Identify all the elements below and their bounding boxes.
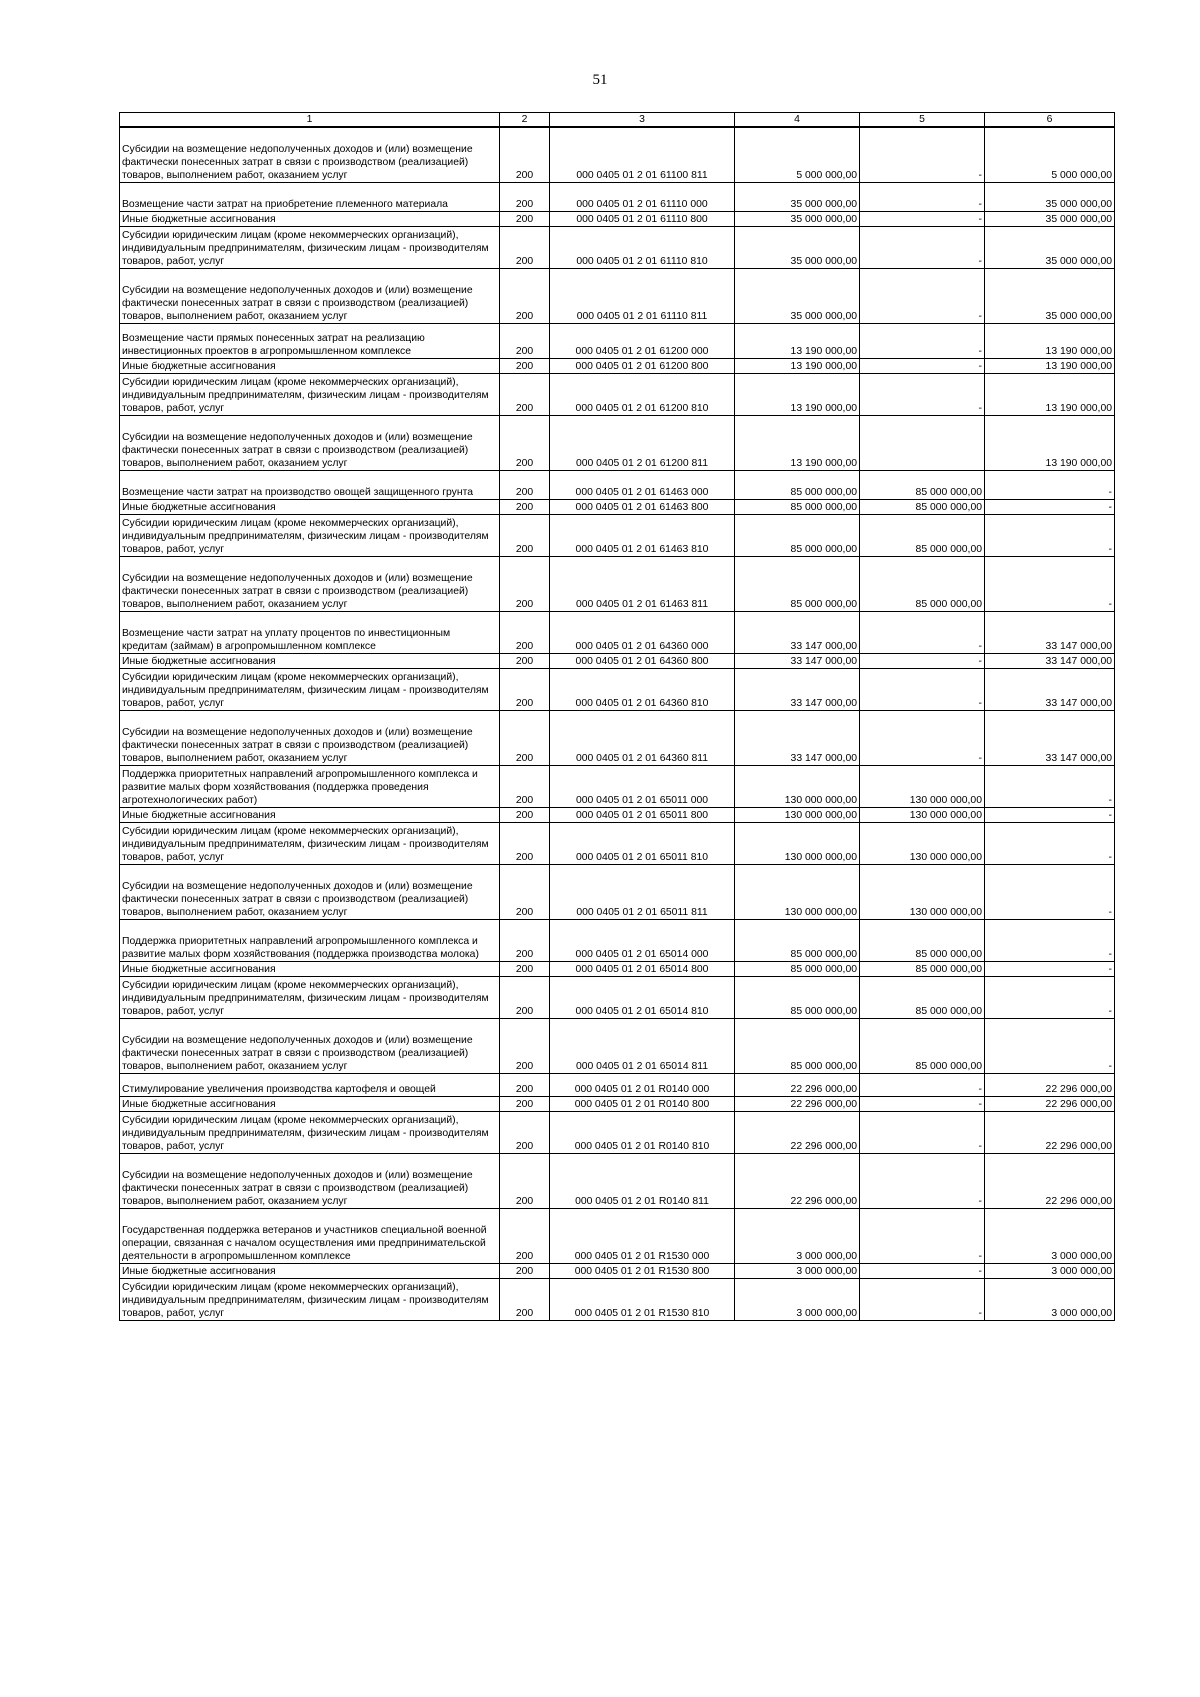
row-approved-amount-cell: 13 190 000,00 — [735, 374, 860, 416]
row-regional-amount-cell: - — [985, 766, 1115, 808]
row-code-cell: 200 — [500, 1019, 550, 1074]
row-regional-amount-cell: 22 296 000,00 — [985, 1112, 1115, 1154]
row-classification-code-cell: 000 0405 01 2 01 64360 800 — [550, 654, 735, 669]
row-classification-code-cell: 000 0405 01 2 01 61200 000 — [550, 324, 735, 359]
row-approved-amount-cell: 22 296 000,00 — [735, 1074, 860, 1097]
column-header-4: 4 — [735, 113, 860, 128]
row-classification-code-cell: 000 0405 01 2 01 65014 800 — [550, 962, 735, 977]
row-classification-code-cell: 000 0405 01 2 01 61110 811 — [550, 269, 735, 324]
row-name-cell: Субсидии на возмещение недополученных доходов и (или) возмещение фактически понесенных затрат в связи с производством (реализацией) товаров, выполнением работ, оказанием услуг — [120, 557, 500, 612]
row-approved-amount-cell: 22 296 000,00 — [735, 1097, 860, 1112]
row-name-cell: Субсидии юридическим лицам (кроме некоммерческих организаций), индивидуальным предпринимателям, физическим лицам - производителям товаров, работ, услуг — [120, 515, 500, 557]
row-code-cell: 200 — [500, 823, 550, 865]
row-regional-amount-cell: 3 000 000,00 — [985, 1279, 1115, 1321]
row-name-cell: Иные бюджетные ассигнования — [120, 1097, 500, 1112]
row-code-cell: 200 — [500, 766, 550, 808]
table-row — [120, 324, 1115, 359]
table-row — [120, 227, 1115, 269]
row-classification-code-cell: 000 0405 01 2 01 61463 000 — [550, 471, 735, 500]
row-approved-amount-cell: 13 190 000,00 — [735, 324, 860, 359]
row-regional-amount-cell: 22 296 000,00 — [985, 1074, 1115, 1097]
row-regional-amount-cell: - — [985, 962, 1115, 977]
row-regional-amount-cell: 35 000 000,00 — [985, 227, 1115, 269]
row-regional-amount-cell: - — [985, 557, 1115, 612]
row-name-cell: Субсидии на возмещение недополученных доходов и (или) возмещение фактически понесенных затрат в связи с производством (реализацией) товаров, выполнением работ, оказанием услуг — [120, 865, 500, 920]
column-header-2: 2 — [500, 113, 550, 128]
row-name-cell: Субсидии на возмещение недополученных доходов и (или) возмещение фактически понесенных затрат в связи с производством (реализацией) товаров, выполнением работ, оказанием услуг — [120, 1019, 500, 1074]
table-row — [120, 359, 1115, 374]
row-name-cell: Субсидии юридическим лицам (кроме некоммерческих организаций), индивидуальным предпринимателям, физическим лицам - производителям товаров, работ, услуг — [120, 977, 500, 1019]
table-row — [120, 766, 1115, 808]
row-classification-code-cell: 000 0405 01 2 01 64360 000 — [550, 612, 735, 654]
row-name-cell: Иные бюджетные ассигнования — [120, 1264, 500, 1279]
table-row — [120, 920, 1115, 962]
row-federal-amount-cell: - — [860, 1279, 985, 1321]
row-name-cell: Субсидии юридическим лицам (кроме некоммерческих организаций), индивидуальным предпринимателям, физическим лицам - производителям товаров, работ, услуг — [120, 823, 500, 865]
row-classification-code-cell: 000 0405 01 2 01 R1530 810 — [550, 1279, 735, 1321]
budget-table — [119, 112, 1115, 1321]
row-federal-amount-cell: - — [860, 1264, 985, 1279]
row-federal-amount-cell: - — [860, 359, 985, 374]
row-federal-amount-cell: 130 000 000,00 — [860, 766, 985, 808]
row-regional-amount-cell: 13 190 000,00 — [985, 416, 1115, 471]
row-code-cell: 200 — [500, 669, 550, 711]
table-body — [120, 127, 1115, 1321]
table-row — [120, 515, 1115, 557]
row-name-cell: Поддержка приоритетных направлений агропромышленного комплекса и развитие малых форм хозяйствования (поддержка производства молока) — [120, 920, 500, 962]
row-code-cell: 200 — [500, 1097, 550, 1112]
row-federal-amount-cell: - — [860, 269, 985, 324]
row-regional-amount-cell: 33 147 000,00 — [985, 711, 1115, 766]
row-approved-amount-cell: 130 000 000,00 — [735, 766, 860, 808]
row-approved-amount-cell: 85 000 000,00 — [735, 920, 860, 962]
row-classification-code-cell: 000 0405 01 2 01 61200 811 — [550, 416, 735, 471]
row-approved-amount-cell: 33 147 000,00 — [735, 654, 860, 669]
row-federal-amount-cell: 85 000 000,00 — [860, 977, 985, 1019]
row-federal-amount-cell: - — [860, 669, 985, 711]
row-regional-amount-cell: 33 147 000,00 — [985, 669, 1115, 711]
row-federal-amount-cell: 85 000 000,00 — [860, 1019, 985, 1074]
row-name-cell: Иные бюджетные ассигнования — [120, 500, 500, 515]
table-row — [120, 1154, 1115, 1209]
column-header-6: 6 — [985, 113, 1115, 128]
row-approved-amount-cell: 13 190 000,00 — [735, 416, 860, 471]
row-code-cell: 200 — [500, 557, 550, 612]
row-regional-amount-cell: 13 190 000,00 — [985, 359, 1115, 374]
row-name-cell: Иные бюджетные ассигнования — [120, 212, 500, 227]
table-row — [120, 557, 1115, 612]
row-code-cell: 200 — [500, 127, 550, 183]
table-row — [120, 416, 1115, 471]
row-classification-code-cell: 000 0405 01 2 01 61100 811 — [550, 127, 735, 183]
table-row — [120, 711, 1115, 766]
row-approved-amount-cell: 130 000 000,00 — [735, 823, 860, 865]
row-classification-code-cell: 000 0405 01 2 01 R1530 000 — [550, 1209, 735, 1264]
row-name-cell: Стимулирование увеличения производства картофеля и овощей — [120, 1074, 500, 1097]
row-code-cell: 200 — [500, 227, 550, 269]
row-federal-amount-cell: 85 000 000,00 — [860, 962, 985, 977]
table-row — [120, 669, 1115, 711]
row-regional-amount-cell: 35 000 000,00 — [985, 183, 1115, 212]
table-row — [120, 471, 1115, 500]
row-name-cell: Возмещение части затрат на уплату процентов по инвестиционным кредитам (займам) в агропромышленном комплексе — [120, 612, 500, 654]
row-code-cell: 200 — [500, 1112, 550, 1154]
row-classification-code-cell: 000 0405 01 2 01 61463 810 — [550, 515, 735, 557]
row-classification-code-cell: 000 0405 01 2 01 65011 810 — [550, 823, 735, 865]
row-name-cell: Государственная поддержка ветеранов и участников специальной военной операции, связанная с началом осуществления ими предпринимательской деятельности в агропромышленном комплексе — [120, 1209, 500, 1264]
row-classification-code-cell: 000 0405 01 2 01 61200 810 — [550, 374, 735, 416]
row-name-cell: Иные бюджетные ассигнования — [120, 962, 500, 977]
row-regional-amount-cell: - — [985, 920, 1115, 962]
table-row — [120, 962, 1115, 977]
row-approved-amount-cell: 85 000 000,00 — [735, 515, 860, 557]
row-classification-code-cell: 000 0405 01 2 01 61463 800 — [550, 500, 735, 515]
row-code-cell: 200 — [500, 416, 550, 471]
row-regional-amount-cell: - — [985, 808, 1115, 823]
table-row — [120, 808, 1115, 823]
row-federal-amount-cell: 130 000 000,00 — [860, 865, 985, 920]
row-classification-code-cell: 000 0405 01 2 01 61463 811 — [550, 557, 735, 612]
row-federal-amount-cell: - — [860, 212, 985, 227]
row-name-cell: Возмещение части затрат на производство овощей защищенного грунта — [120, 471, 500, 500]
row-name-cell: Иные бюджетные ассигнования — [120, 654, 500, 669]
row-code-cell: 200 — [500, 808, 550, 823]
row-regional-amount-cell: - — [985, 515, 1115, 557]
row-classification-code-cell: 000 0405 01 2 01 64360 810 — [550, 669, 735, 711]
row-code-cell: 200 — [500, 1209, 550, 1264]
table-row — [120, 500, 1115, 515]
row-classification-code-cell: 000 0405 01 2 01 R1530 800 — [550, 1264, 735, 1279]
row-classification-code-cell: 000 0405 01 2 01 65011 000 — [550, 766, 735, 808]
row-name-cell: Субсидии юридическим лицам (кроме некоммерческих организаций), индивидуальным предпринимателям, физическим лицам - производителям товаров, работ, услуг — [120, 1112, 500, 1154]
row-federal-amount-cell: - — [860, 612, 985, 654]
row-federal-amount-cell: - — [860, 127, 985, 183]
table-row — [120, 183, 1115, 212]
row-code-cell: 200 — [500, 1279, 550, 1321]
row-name-cell: Субсидии юридическим лицам (кроме некоммерческих организаций), индивидуальным предпринимателям, физическим лицам - производителям товаров, работ, услуг — [120, 669, 500, 711]
row-name-cell: Субсидии на возмещение недополученных доходов и (или) возмещение фактически понесенных затрат в связи с производством (реализацией) товаров, выполнением работ, оказанием услуг — [120, 269, 500, 324]
table-row — [120, 1279, 1115, 1321]
row-federal-amount-cell: 85 000 000,00 — [860, 557, 985, 612]
row-classification-code-cell: 000 0405 01 2 01 61110 800 — [550, 212, 735, 227]
row-approved-amount-cell: 85 000 000,00 — [735, 977, 860, 1019]
row-regional-amount-cell: 35 000 000,00 — [985, 269, 1115, 324]
row-classification-code-cell: 000 0405 01 2 01 61200 800 — [550, 359, 735, 374]
row-name-cell: Субсидии на возмещение недополученных доходов и (или) возмещение фактически понесенных затрат в связи с производством (реализацией) товаров, выполнением работ, оказанием услуг — [120, 711, 500, 766]
row-regional-amount-cell: 3 000 000,00 — [985, 1264, 1115, 1279]
row-classification-code-cell: 000 0405 01 2 01 R0140 000 — [550, 1074, 735, 1097]
row-approved-amount-cell: 85 000 000,00 — [735, 557, 860, 612]
row-federal-amount-cell: - — [860, 654, 985, 669]
column-header-3: 3 — [550, 113, 735, 128]
row-classification-code-cell: 000 0405 01 2 01 65014 000 — [550, 920, 735, 962]
table-row — [120, 269, 1115, 324]
row-approved-amount-cell: 3 000 000,00 — [735, 1264, 860, 1279]
row-regional-amount-cell: 35 000 000,00 — [985, 212, 1115, 227]
row-federal-amount-cell: - — [860, 183, 985, 212]
row-code-cell: 200 — [500, 962, 550, 977]
row-classification-code-cell: 000 0405 01 2 01 R0140 800 — [550, 1097, 735, 1112]
row-name-cell: Субсидии на возмещение недополученных доходов и (или) возмещение фактически понесенных затрат в связи с производством (реализацией) товаров, выполнением работ, оказанием услуг — [120, 1154, 500, 1209]
row-code-cell: 200 — [500, 711, 550, 766]
row-classification-code-cell: 000 0405 01 2 01 65011 800 — [550, 808, 735, 823]
column-header-1: 1 — [120, 113, 500, 128]
row-federal-amount-cell: - — [860, 374, 985, 416]
row-code-cell: 200 — [500, 977, 550, 1019]
table-row — [120, 1019, 1115, 1074]
row-name-cell: Иные бюджетные ассигнования — [120, 359, 500, 374]
row-approved-amount-cell: 3 000 000,00 — [735, 1209, 860, 1264]
table-row — [120, 127, 1115, 183]
table-row — [120, 1074, 1115, 1097]
row-federal-amount-cell: - — [860, 1097, 985, 1112]
row-approved-amount-cell: 85 000 000,00 — [735, 1019, 860, 1074]
column-header-5: 5 — [860, 113, 985, 128]
row-federal-amount-cell: 130 000 000,00 — [860, 808, 985, 823]
row-code-cell: 200 — [500, 612, 550, 654]
table-header-row — [120, 113, 1115, 128]
table-row — [120, 865, 1115, 920]
row-regional-amount-cell: 3 000 000,00 — [985, 1209, 1115, 1264]
table-row — [120, 1112, 1115, 1154]
row-federal-amount-cell: - — [860, 1074, 985, 1097]
row-regional-amount-cell: 22 296 000,00 — [985, 1154, 1115, 1209]
table-row — [120, 1264, 1115, 1279]
row-code-cell: 200 — [500, 500, 550, 515]
row-code-cell: 200 — [500, 324, 550, 359]
table-row — [120, 374, 1115, 416]
row-code-cell: 200 — [500, 212, 550, 227]
row-code-cell: 200 — [500, 654, 550, 669]
row-approved-amount-cell: 33 147 000,00 — [735, 669, 860, 711]
row-approved-amount-cell: 35 000 000,00 — [735, 183, 860, 212]
row-name-cell: Субсидии юридическим лицам (кроме некоммерческих организаций), индивидуальным предпринимателям, физическим лицам - производителям товаров, работ, услуг — [120, 374, 500, 416]
table-row — [120, 654, 1115, 669]
row-approved-amount-cell: 35 000 000,00 — [735, 212, 860, 227]
row-classification-code-cell: 000 0405 01 2 01 65014 811 — [550, 1019, 735, 1074]
row-name-cell: Субсидии на возмещение недополученных доходов и (или) возмещение фактически понесенных затрат в связи с производством (реализацией) товаров, выполнением работ, оказанием услуг — [120, 127, 500, 183]
row-classification-code-cell: 000 0405 01 2 01 65014 810 — [550, 977, 735, 1019]
row-federal-amount-cell: - — [860, 1209, 985, 1264]
row-federal-amount-cell: - — [860, 1154, 985, 1209]
table-row — [120, 212, 1115, 227]
row-federal-amount-cell: 85 000 000,00 — [860, 471, 985, 500]
table-row — [120, 977, 1115, 1019]
row-approved-amount-cell: 13 190 000,00 — [735, 359, 860, 374]
row-regional-amount-cell: 22 296 000,00 — [985, 1097, 1115, 1112]
row-name-cell: Возмещение части прямых понесенных затрат на реализацию инвестиционных проектов в агропромышленном комплексе — [120, 324, 500, 359]
row-regional-amount-cell: - — [985, 471, 1115, 500]
row-approved-amount-cell: 130 000 000,00 — [735, 865, 860, 920]
row-code-cell: 200 — [500, 515, 550, 557]
row-classification-code-cell: 000 0405 01 2 01 R0140 811 — [550, 1154, 735, 1209]
row-regional-amount-cell: 13 190 000,00 — [985, 374, 1115, 416]
row-code-cell: 200 — [500, 374, 550, 416]
table-row — [120, 823, 1115, 865]
row-federal-amount-cell: - — [860, 711, 985, 766]
row-name-cell: Иные бюджетные ассигнования — [120, 808, 500, 823]
row-classification-code-cell: 000 0405 01 2 01 64360 811 — [550, 711, 735, 766]
row-federal-amount-cell: 130 000 000,00 — [860, 823, 985, 865]
row-regional-amount-cell: 5 000 000,00 — [985, 127, 1115, 183]
row-approved-amount-cell: 33 147 000,00 — [735, 711, 860, 766]
table-row — [120, 1097, 1115, 1112]
row-approved-amount-cell: 85 000 000,00 — [735, 500, 860, 515]
row-approved-amount-cell: 22 296 000,00 — [735, 1112, 860, 1154]
row-regional-amount-cell: 33 147 000,00 — [985, 654, 1115, 669]
row-code-cell: 200 — [500, 183, 550, 212]
row-name-cell: Субсидии на возмещение недополученных доходов и (или) возмещение фактически понесенных затрат в связи с производством (реализацией) товаров, выполнением работ, оказанием услуг — [120, 416, 500, 471]
row-name-cell: Возмещение части затрат на приобретение племенного материала — [120, 183, 500, 212]
row-classification-code-cell: 000 0405 01 2 01 61110 810 — [550, 227, 735, 269]
row-federal-amount-cell: 85 000 000,00 — [860, 515, 985, 557]
row-name-cell: Субсидии юридическим лицам (кроме некоммерческих организаций), индивидуальным предпринимателям, физическим лицам - производителям товаров, работ, услуг — [120, 1279, 500, 1321]
row-code-cell: 200 — [500, 920, 550, 962]
row-classification-code-cell: 000 0405 01 2 01 65011 811 — [550, 865, 735, 920]
row-approved-amount-cell: 5 000 000,00 — [735, 127, 860, 183]
row-regional-amount-cell: - — [985, 977, 1115, 1019]
page-number: 51 — [592, 72, 608, 88]
row-federal-amount-cell: - — [860, 1112, 985, 1154]
row-approved-amount-cell: 130 000 000,00 — [735, 808, 860, 823]
row-approved-amount-cell: 35 000 000,00 — [735, 269, 860, 324]
row-federal-amount-cell: - — [860, 324, 985, 359]
table-row — [120, 1209, 1115, 1264]
row-federal-amount-cell: 85 000 000,00 — [860, 500, 985, 515]
row-code-cell: 200 — [500, 359, 550, 374]
row-regional-amount-cell: - — [985, 500, 1115, 515]
row-approved-amount-cell: 22 296 000,00 — [735, 1154, 860, 1209]
row-regional-amount-cell: - — [985, 865, 1115, 920]
row-regional-amount-cell: - — [985, 1019, 1115, 1074]
row-regional-amount-cell: 33 147 000,00 — [985, 612, 1115, 654]
row-name-cell: Субсидии юридическим лицам (кроме некоммерческих организаций), индивидуальным предпринимателям, физическим лицам - производителям товаров, работ, услуг — [120, 227, 500, 269]
row-regional-amount-cell: - — [985, 823, 1115, 865]
row-code-cell: 200 — [500, 1264, 550, 1279]
row-name-cell: Поддержка приоритетных направлений агропромышленного комплекса и развитие малых форм хозяйствования (поддержка проведения агротехнологических работ) — [120, 766, 500, 808]
row-federal-amount-cell — [860, 416, 985, 471]
row-classification-code-cell: 000 0405 01 2 01 61110 000 — [550, 183, 735, 212]
row-approved-amount-cell: 33 147 000,00 — [735, 612, 860, 654]
row-federal-amount-cell: 85 000 000,00 — [860, 920, 985, 962]
row-approved-amount-cell: 35 000 000,00 — [735, 227, 860, 269]
row-code-cell: 200 — [500, 1074, 550, 1097]
row-approved-amount-cell: 3 000 000,00 — [735, 1279, 860, 1321]
row-approved-amount-cell: 85 000 000,00 — [735, 962, 860, 977]
table-row — [120, 612, 1115, 654]
row-classification-code-cell: 000 0405 01 2 01 R0140 810 — [550, 1112, 735, 1154]
row-regional-amount-cell: 13 190 000,00 — [985, 324, 1115, 359]
row-code-cell: 200 — [500, 471, 550, 500]
row-approved-amount-cell: 85 000 000,00 — [735, 471, 860, 500]
row-federal-amount-cell: - — [860, 227, 985, 269]
row-code-cell: 200 — [500, 865, 550, 920]
row-code-cell: 200 — [500, 269, 550, 324]
row-code-cell: 200 — [500, 1154, 550, 1209]
